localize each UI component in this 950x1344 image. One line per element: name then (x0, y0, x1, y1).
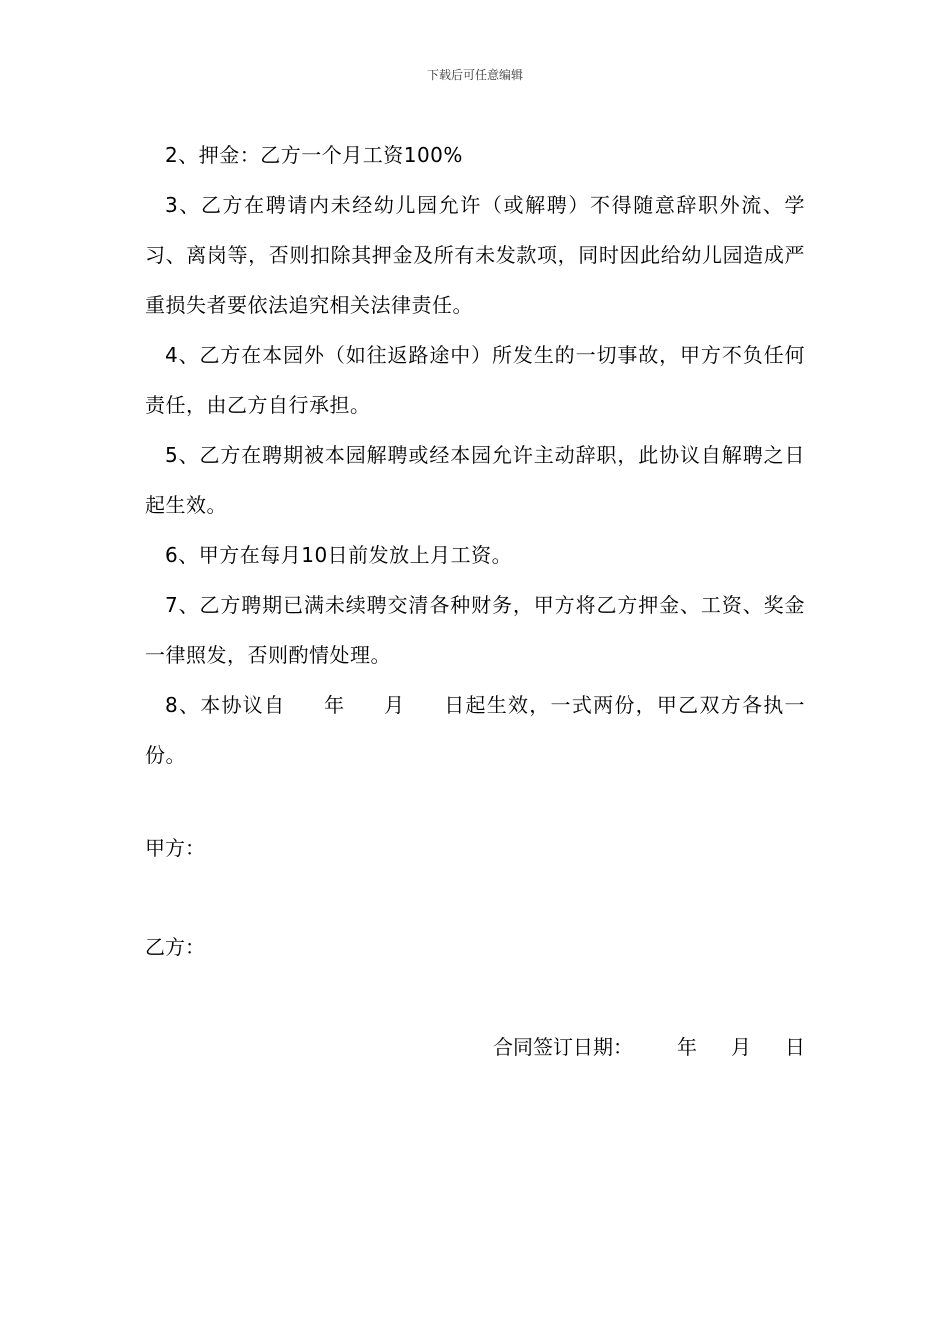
signing-date-label: 合同签订日期： (493, 1035, 633, 1059)
page-header: 下载后可任意编辑 (426, 68, 523, 82)
clause-8-suffix: 日起生效，一式两份，甲乙双方各执一份。 (145, 693, 806, 767)
party-a-signature: 甲方： (145, 836, 205, 860)
party-b-signature: 乙方： (145, 935, 205, 959)
clause-4: 4、乙方在本园外（如往返路途中）所发生的一切事故，甲方不负任何责任，由乙方自行承担。 (145, 343, 805, 417)
clause-6: 6、甲方在每月10日前发放上月工资。 (165, 543, 513, 567)
signing-date-month: 月 (731, 1035, 751, 1059)
clause-8 (145, 680, 805, 780)
clause-2: 2、押金：乙方一个月工资100% (165, 143, 463, 167)
clause-8-year: 年 (323, 693, 346, 717)
contract-body (145, 130, 805, 780)
signing-date-line (493, 1022, 805, 1072)
clause-3: 3、乙方在聘请内未经幼儿园允许（或解聘）不得随意辞职外流、学习、离岗等，否则扣除其押金及所有未发款项，同时因此给幼儿园造成严重损失者要依法追究相关法律责任。 (145, 193, 805, 317)
signing-date-day: 日 (785, 1035, 805, 1059)
clause-8-month: 月 (383, 693, 406, 717)
signing-date-year: 年 (677, 1035, 697, 1059)
clause-8-prefix: 8、本协议自 (165, 693, 286, 717)
clause-7: 7、乙方聘期已满未续聘交清各种财务，甲方将乙方押金、工资、奖金一律照发，否则酌情处理。 (145, 593, 805, 667)
clause-5: 5、乙方在聘期被本园解聘或经本园允许主动辞职，此协议自解聘之日起生效。 (145, 443, 805, 517)
